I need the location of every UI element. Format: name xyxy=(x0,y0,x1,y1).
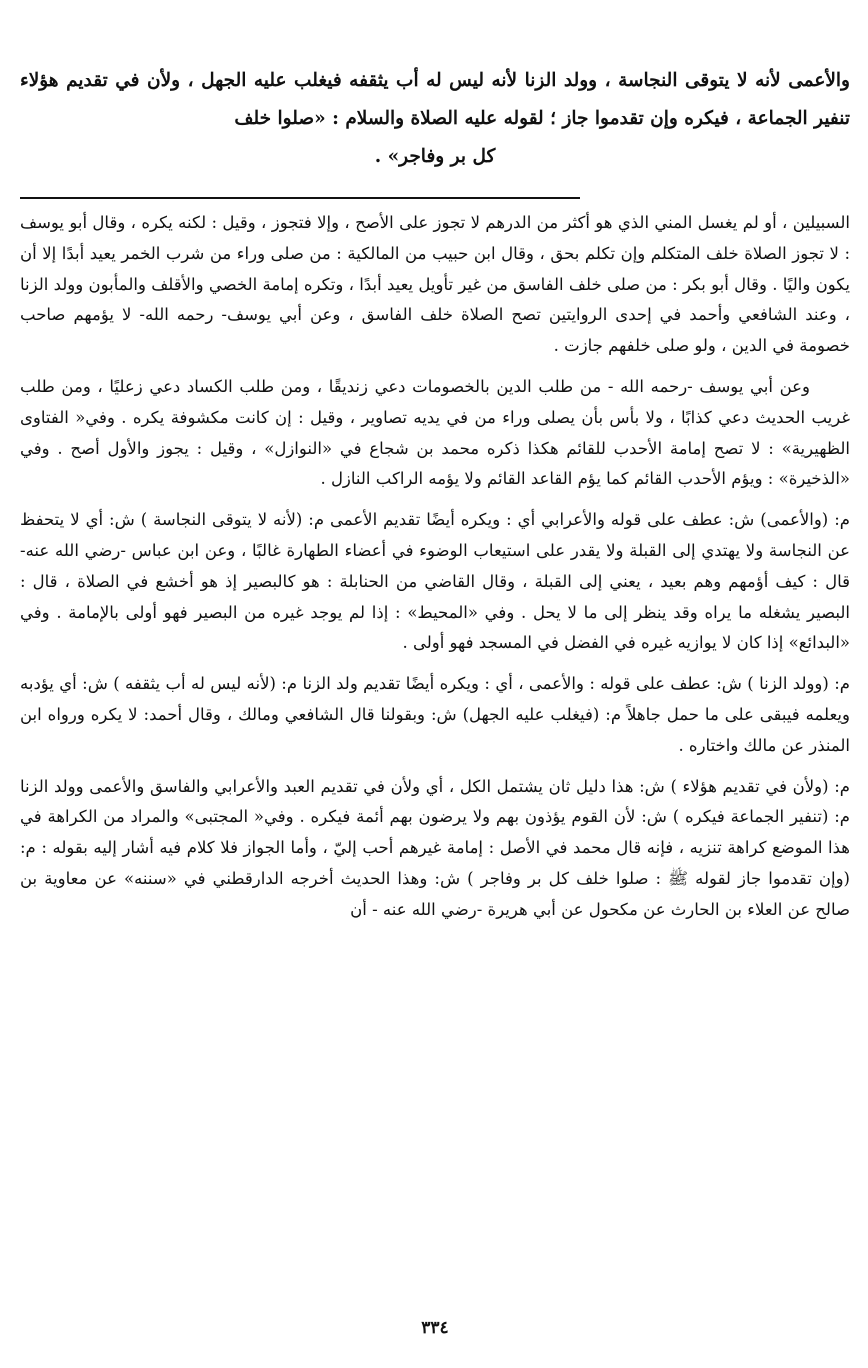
main-text-paragraph: والأعمى لأنه لا يتوقى النجاسة ، وولد الزنا لأنه ليس له أب يثقفه فيغلب عليه الجهل ، ولأن في تقديم هؤلاء تنفير الجماعة ، فيكره وإن تقدموا جاز ؛ لقوله عليه الصلاة والسلام : «صلوا خلف xyxy=(20,70,850,129)
book-page xyxy=(20,0,850,1368)
commentary-paragraph: السبيلين ، أو لم يغسل المني الذي هو أكثر من الدرهم لا تجوز على الأصح ، وإلا فتجوز ، وقيل : لكنه يكره ، وقال أبو يوسف : لا تجوز الصلاة خلف المتكلم وإن تكلم بحق ، وقال ابن حبيب من المالكية : من صلى وراء من شرب الخمر يعيد أبدًا إلا أن يكون واليًا . وقال أبو بكر : من صلى خلف الفاسق من غير تأويل يعيد أبدًا ، وتكره إمامة الخصي والأقلف والمأبون وولد الزنا ، وعند الشافعي وأحمد في إحدى الروايتين تصح الصلاة خلف الفاسق ، وعن أبي يوسف- رحمه الله- لا يؤمهم صاحب خصومة في الدين ، ولو صلى خلفهم جازت . xyxy=(20,213,850,356)
commentary-paragraph: م: (والأعمى) ش: عطف على قوله والأعرابي أي : ويكره أيضًا تقديم الأعمى م: (لأنه لا يتوقى النجاسة ) ش: أي لا يتحفظ عن النجاسة ولا يهتدي إلى القبلة ولا يقدر على استيعاب الوضوء في أعضاء الطهارة غالبًا ، وعن ابن عباس -رضي الله عنه- قال : كيف أؤمهم وهم بعيد ، يعني إلى القبلة ، وقال القاضي من الحنابلة : هو كالبصير إذ هو أخشع في الصلاة ، قال : البصير يشغله ما يراه وقد ينظر إلى ما لا يحل . وفي «المحيط» : إذا لم يوجد غيره من البصير فهو أولى بالإمامة . وفي «البدائع» إذا كان لا يوازيه غيره في الفضل في المسجد فهو أولى . xyxy=(20,510,850,653)
commentary-paragraph: وعن أبي يوسف -رحمه الله - من طلب الدين بالخصومات دعي زنديقًا ، ومن طلب الكساد دعي زعليًا ، ومن طلب غريب الحديث دعي كذابًا ، ولا بأس بأن يصلى وراء من في يديه تصاوير ، وقيل : إن كانت مكشوفة يكره . وفي« الفتاوى الظهيرية» : لا تصح إمامة الأحدب للقائم هكذا ذكره محمد بن شجاع في «النوازل» ، وقيل : يجوز والأول أصح . وفي «الذخيرة» : ويؤم الأحدب القائم كما يؤم القاعد القائم ولا يؤمه الراكب النازل . xyxy=(20,376,850,489)
main-text-last-line: كل بر وفاجر» . xyxy=(374,146,496,167)
commentary-paragraph: م: (ولأن في تقديم هؤلاء ) ش: هذا دليل ثان يشتمل الكل ، أي ولأن في تقديم العبد والأعرابي والفاسق والأعمى وولد الزنا م: (تنفير الجماعة فيكره ) ش: لأن القوم يؤذون بهم ولا يرضون بهم أئمة فيكره . وفي« المجتبى» والمراد من الكراهة في هذا الموضع كراهة تنزيه ، فإنه قال محمد في الأصل : إمامة غيرهم أحب إليّ ، وأما الجواز فلا كلام فيه أشار إليه بقوله : م: (وإن تقدموا جاز لقوله ﷺ : صلوا خلف كل بر وفاجر ) ش: وهذا الحديث أخرجه الدارقطني في «سننه» عن معاوية بن صالح عن العلاء بن الحارث عن مكحول عن أبي هريرة -رضي الله عنه - أن xyxy=(20,776,850,919)
main-text xyxy=(20,62,850,176)
page-number: ٣٣٤ xyxy=(421,1318,449,1338)
separator-rule xyxy=(20,197,580,199)
commentary xyxy=(20,208,850,936)
commentary-paragraph: م: (وولد الزنا ) ش: عطف على قوله : والأعمى ، أي : ويكره أيضًا تقديم ولد الزنا م: (لأنه ليس له أب يثقفه ) ش: أي يؤدبه ويعلمه فيبقى على ما حمل جاهلاً م: (فيغلب عليه الجهل) ش: وبقولنا قال الشافعي ومالك ، وقال أحمد: لا يكره ورواه ابن المنذر عن مالك واختاره . xyxy=(20,674,850,755)
